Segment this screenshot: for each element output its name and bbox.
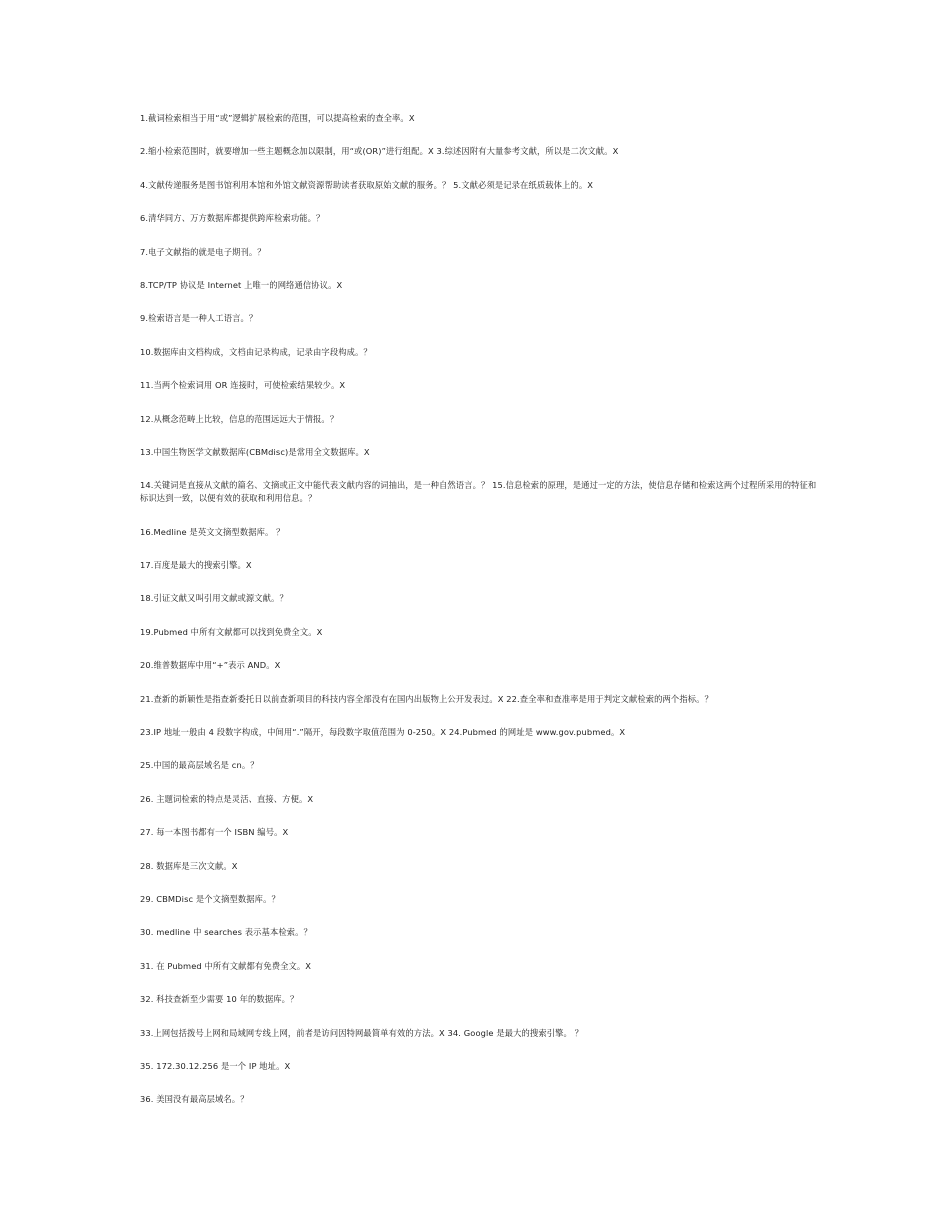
question-item: 14.关键词是直接从文献的篇名、文摘或正文中能代表文献内容的词抽出，是一种自然语言。？ 15.信息检索的原理，是通过一定的方法，使信息存储和检索这两个过程所采用的特征和标识达到一致，以便有效的获取和利用信息。？ — [140, 480, 817, 504]
question-item: 31. 在 Pubmed 中所有文献都有免费全文。X — [140, 960, 312, 971]
document-page — [140, 112, 820, 1127]
question-item: 29. CBMDisc 是个文摘型数据库。？ — [140, 893, 280, 904]
question-item: 30. medline 中 searches 表示基本检索。？ — [140, 927, 312, 938]
question-item: 9.检索语言是一种人工语言。？ — [140, 313, 258, 324]
question-item: 36. 美国没有最高层域名。？ — [140, 1094, 249, 1105]
question-item: 7.电子文献指的就是电子期刊。？ — [140, 246, 266, 257]
question-item: 19.Pubmed 中所有文献都可以找到免费全文。X — [140, 626, 323, 637]
question-item: 23.IP 地址一般由 4 段数字构成，中间用“.”隔开，每段数字取值范围为 0-250。X 24.Pubmed 的网址是 www.gov.pubmed。X — [140, 727, 626, 738]
question-item: 1.截词检索相当于用“或”逻辑扩展检索的范围，可以提高检索的查全率。X — [140, 113, 415, 123]
question-item: 33.上网包括拨号上网和局域网专线上网，前者是访问因特网最简单有效的方法。X 34. Google 是最大的搜索引擎。 ？ — [140, 1027, 584, 1038]
question-item: 4.文献传递服务是图书馆利用本馆和外馆文献资源帮助读者获取原始文献的服务。？ 5.文献必须是记录在纸质载体上的。X — [140, 179, 593, 190]
question-item: 17.百度是最大的搜索引擎。X — [140, 560, 252, 571]
question-item: 8.TCP/TP 协议是 Internet 上唯一的网络通信协议。X — [140, 279, 343, 290]
question-item: 2.缩小检索范围时，就要增加一些主题概念加以限制，用“或(OR)”进行组配。X 3.综述因附有大量参考文献，所以是二次文献。X — [140, 146, 619, 157]
question-item: 21.查新的新颖性是指查新委托日以前查新项目的科技内容全部没有在国内出版物上公开发表过。X 22.查全率和查准率是用于判定文献检索的两个指标。？ — [140, 693, 713, 704]
question-item: 11.当两个检索词用 OR 连接时，可使检索结果较少。X — [140, 380, 346, 391]
question-item: 16.Medline 是英文文摘型数据库。 ？ — [140, 526, 285, 537]
question-item: 35. 172.30.12.256 是一个 IP 地址。X — [140, 1060, 291, 1071]
question-item: 10.数据库由文档构成，文档由记录构成，记录由字段构成。？ — [140, 346, 372, 357]
question-item: 28. 数据库是三次文献。X — [140, 860, 238, 871]
question-item: 13.中国生物医学文献数据库(CBMdisc)是常用全文数据库。X — [140, 446, 370, 457]
question-item: 20.维普数据库中用“+”表示 AND。X — [140, 660, 281, 671]
question-item: 32. 科技查新至少需要 10 年的数据库。？ — [140, 994, 299, 1005]
question-item: 25.中国的最高层域名是 cn。？ — [140, 760, 259, 771]
question-item: 12.从概念范畴上比较，信息的范围远远大于情报。？ — [140, 413, 339, 424]
question-item: 6.清华同方、万方数据库都提供跨库检索功能。？ — [140, 213, 325, 224]
question-item: 27. 每一本图书都有一个 ISBN 编号。X — [140, 827, 289, 838]
question-item: 18.引证文献又叫引用文献或源文献。？ — [140, 593, 288, 604]
question-item: 26. 主题词检索的特点是灵活、直接、方便。X — [140, 793, 314, 804]
